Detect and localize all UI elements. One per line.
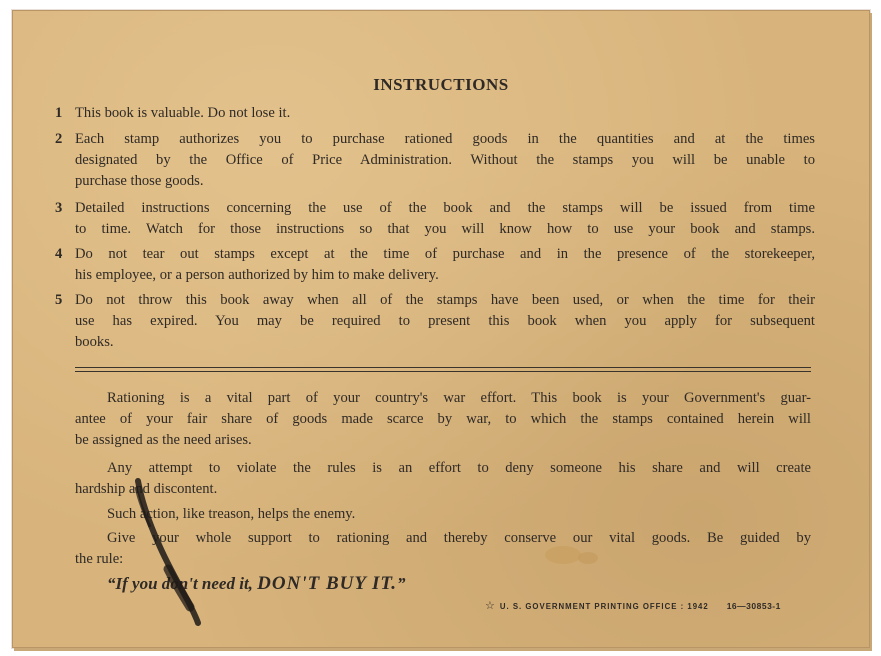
paragraph-line: be assigned as the need arises. (75, 432, 252, 448)
ration-book-back-cover (12, 10, 870, 648)
instruction-line: This book is valuable. Do not lose it. (75, 105, 291, 121)
instruction-item-4 (55, 244, 815, 286)
instruction-line: purchase those goods. (75, 173, 204, 189)
instruction-number: 2 (55, 131, 63, 147)
form-code: 16—30853-1 (726, 601, 781, 611)
paragraph-line: the rule: (75, 551, 124, 567)
instruction-number: 3 (55, 200, 63, 216)
paragraph-line: Any attempt to violate the rules is an effort to deny someone his share and will create (107, 460, 811, 476)
printer-imprint (485, 599, 781, 612)
instruction-line: Each stamp authorizes you to purchase rationed goods in the quantities and at the times (75, 131, 815, 147)
paragraph-war-effort (75, 388, 811, 451)
motto-emphasis: DON'T BUY IT. (257, 573, 398, 594)
instruction-line: to time. Watch for those instructions so that you will know how to use your book and stamps. (75, 221, 815, 237)
paragraph-line: Rationing is a vital part of your country's war effort. This book is your Government's guar- (107, 390, 811, 406)
instruction-line: Do not tear out stamps except at the time of purchase and in the presence of the storekeeper, (75, 246, 815, 262)
instruction-number: 1 (55, 105, 63, 121)
paragraph-line: Give your whole support to rationing and thereby conserve our vital goods. Be guided by (107, 530, 811, 546)
instruction-line: his employee, or a person authorized by him to make delivery. (75, 267, 439, 283)
double-rule-divider (75, 367, 811, 372)
instruction-number: 4 (55, 246, 63, 262)
motto-quote (107, 573, 406, 595)
paragraph-treason (75, 504, 811, 525)
paragraph-line: hardship and discontent. (75, 481, 218, 497)
instruction-line: use has expired. You may be required to present this book when you apply for subsequent (75, 313, 815, 329)
paragraph-line: antee of your fair share of goods made scarce by war, to which the stamps contained herein will (75, 411, 811, 427)
paragraph-support (75, 528, 811, 570)
motto-close: ” (397, 574, 406, 593)
paragraph-violation (75, 458, 811, 500)
instruction-line: Do not throw this book away when all of the stamps have been used, or when the time for their (75, 292, 815, 308)
paragraph-line: Such action, like treason, helps the enemy. (107, 506, 356, 522)
instruction-item-5 (55, 290, 815, 353)
star-icon: ☆ (485, 600, 496, 612)
motto-lead: “If you don't need it, (107, 574, 258, 593)
instructions-title: INSTRUCTIONS (373, 75, 509, 94)
instruction-line: books. (75, 334, 114, 350)
instruction-item-2 (55, 129, 815, 192)
instruction-number: 5 (55, 292, 63, 308)
instruction-item-3 (55, 198, 815, 240)
instruction-item-1 (55, 103, 815, 124)
instruction-line: designated by the Office of Price Administration. Without the stamps you will be unable to (75, 152, 815, 168)
instruction-line: Detailed instructions concerning the use of the book and the stamps will be issued from time (75, 200, 815, 216)
printing-office: U. S. GOVERNMENT PRINTING OFFICE : 1942 (499, 602, 709, 611)
